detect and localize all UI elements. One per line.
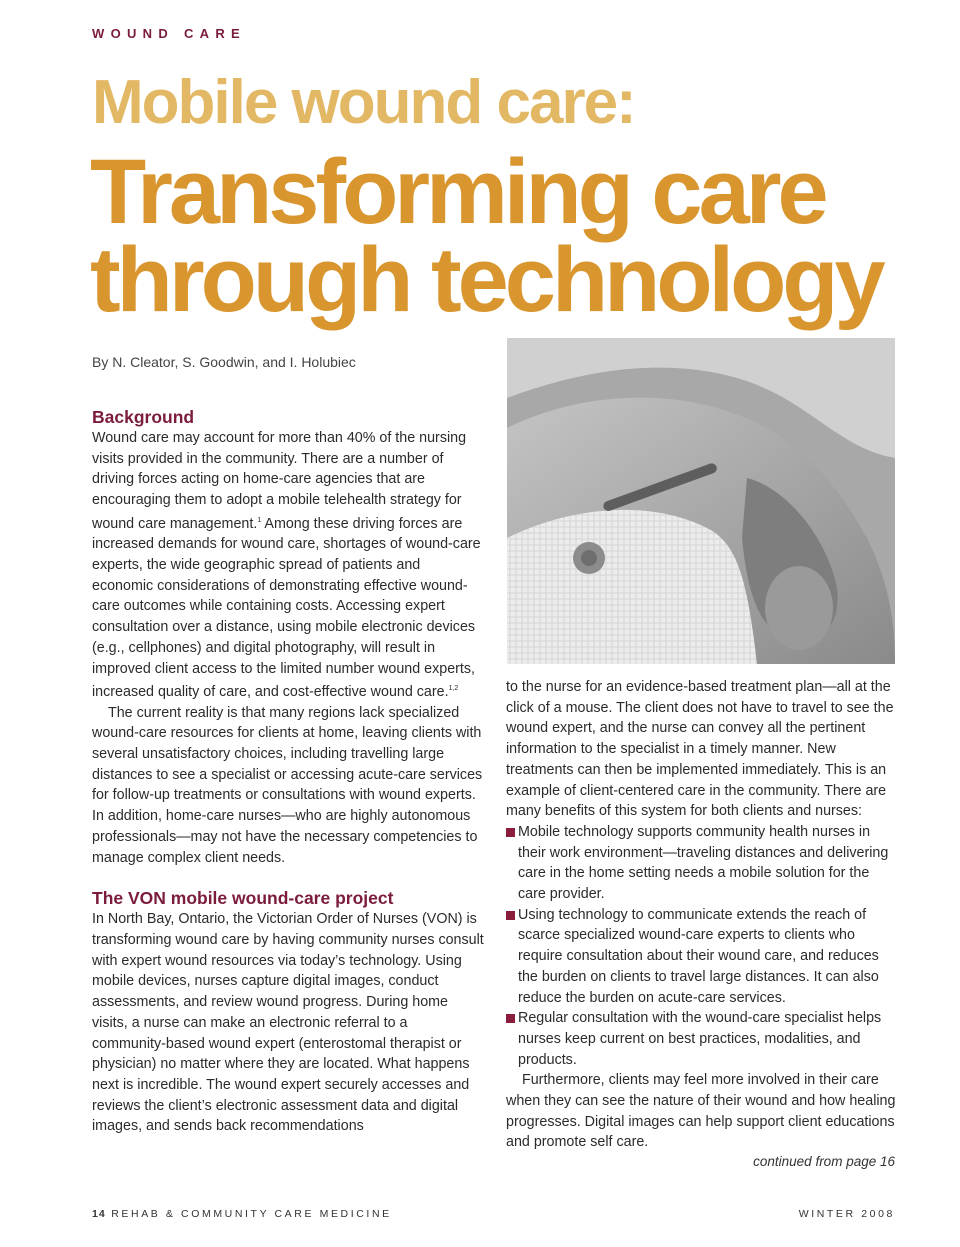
von-heading: The VON mobile wound-care project <box>92 888 394 909</box>
list-item: Regular consultation with the wound-care specialist helps nurses keep current on best practices, modalities, and products. <box>506 1008 898 1070</box>
title-line-1: Mobile wound care: <box>92 68 635 137</box>
list-item: Using technology to communicate extends the reach of scarce specialized wound-care experts to clients who require consultation about their wound care, and reduces the burden on clients to travel large distances. It can also reduce the burden on acute-care services. <box>506 905 898 1009</box>
left-column <box>92 406 484 1137</box>
bullet-square-icon <box>506 1014 515 1023</box>
background-paragraph-1: Wound care may account for more than 40% of the nursing visits provided in the community. There are a number of driving forces acting on home-care agencies that are encouraging them to adopt a mobile telehealth strategy for wound care management.$^1$ Among these driving forces are increased demands for wound care, shortages of wound-care experts, the wide geographic spread of patients and economic considerations of demonstrating effective wound-care outcomes while containing costs. Accessing expert consultation over a distance, using mobile electronic devices (e.g., cellphones) and digital photography, will result in improved client access to the limited number wound experts, increased quality of care, and cost-effective wound care.$^{1,2}$ <box>92 430 481 700</box>
right-paragraph-2: Furthermore, clients may feel more involved in their care when they can see the nature of their wound and how healing progresses. Digital images can help support client educations and promote self care. <box>506 1072 896 1151</box>
footer-left <box>92 1208 392 1220</box>
publication-name: REHAB & COMMUNITY CARE MEDICINE <box>111 1208 392 1220</box>
benefits-list <box>506 822 898 1070</box>
bullet-square-icon <box>506 828 515 837</box>
hand-with-bandaged-wound-photo <box>507 338 895 664</box>
title-line-3: through technology <box>90 229 882 331</box>
reference-superscript: 1 <box>257 516 262 524</box>
title-line-2: Transforming care <box>90 141 825 243</box>
right-column <box>506 677 898 1153</box>
von-paragraph-1: In North Bay, Ontario, the Victorian Order of Nurses (VON) is transforming wound care by having community nurses consult with expert wound resources via today’s technology. Using mobile devices, nurses capture digital images, conduct assessments, and review wound progress. During home visits, a nurse can make an electronic referral to a community-based wound expert (enterostomal therapist or physician) no matter where they are located. What happens next is incredible. The wound expert securely accesses and reviews the client’s electronic assessment data and digital images, and sends back recommendations <box>92 911 484 1135</box>
page-number: 14 <box>92 1208 106 1220</box>
footer-issue: WINTER 2008 <box>798 1208 895 1220</box>
list-item: Mobile technology supports community health nurses in their work environment—traveling distances and delivering care in the home setting needs a mobile solution for the care provider. <box>506 822 898 905</box>
reference-superscript: 1,2 <box>448 685 459 693</box>
bullet-square-icon <box>506 911 515 920</box>
byline: By N. Cleator, S. Goodwin, and I. Holubiec <box>92 354 356 370</box>
continued-note: continued from page 16 <box>753 1154 895 1169</box>
section-tag: WOUND CARE <box>92 26 246 41</box>
background-heading: Background <box>92 407 195 427</box>
right-paragraph-1: to the nurse for an evidence-based treatment plan—all at the click of a mouse. The client does not have to travel to see the wound expert, and the nurse can convey all the pertinent information to the specialist in a timely manner. New treatments can then be implemented immediately. This is an example of client-centered care in the community. There are many benefits of this system for both clients and nurses: <box>506 679 894 820</box>
background-paragraph-2: The current reality is that many regions lack specialized wound-care resources for clients at home, leaving clients with several unsatisfactory choices, including travelling large distances to see a specialist or accessing acute-care services for follow-up treatments or consultations with wound experts. In addition, home-care nurses—who are highly autonomous professionals—may not have the necessary competencies to manage complex client needs. <box>92 704 483 866</box>
photo-illustration <box>507 338 895 664</box>
